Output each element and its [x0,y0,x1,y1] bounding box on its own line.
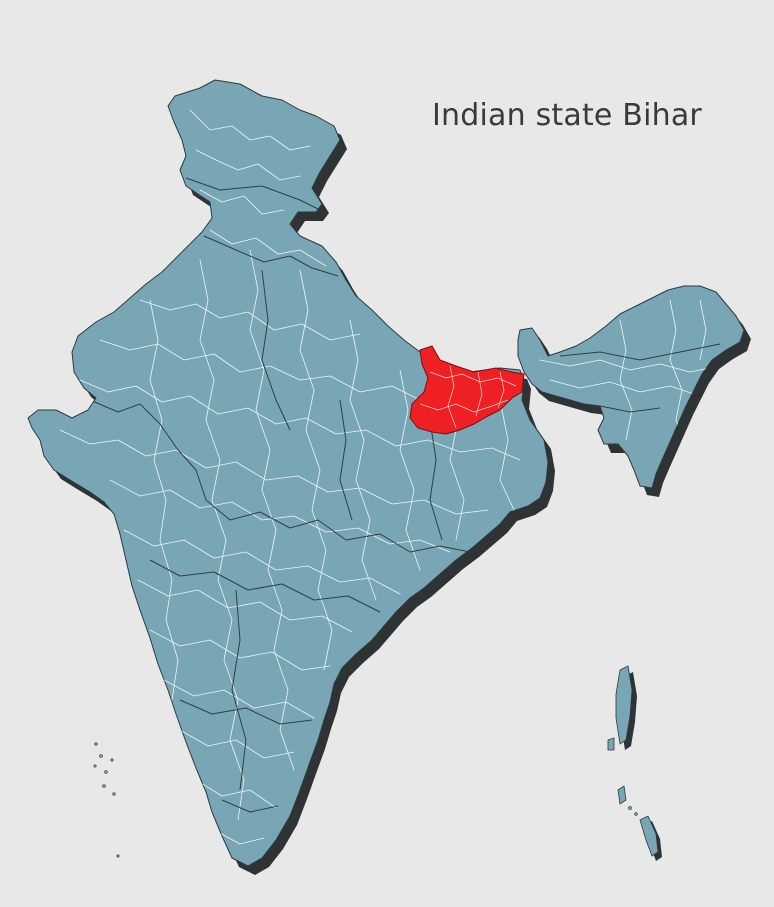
lakshadweep-islands [94,743,119,858]
india-mainland [28,80,548,866]
andaman-nicobar-islands [608,666,662,861]
map-title: Indian state Bihar [432,98,702,133]
